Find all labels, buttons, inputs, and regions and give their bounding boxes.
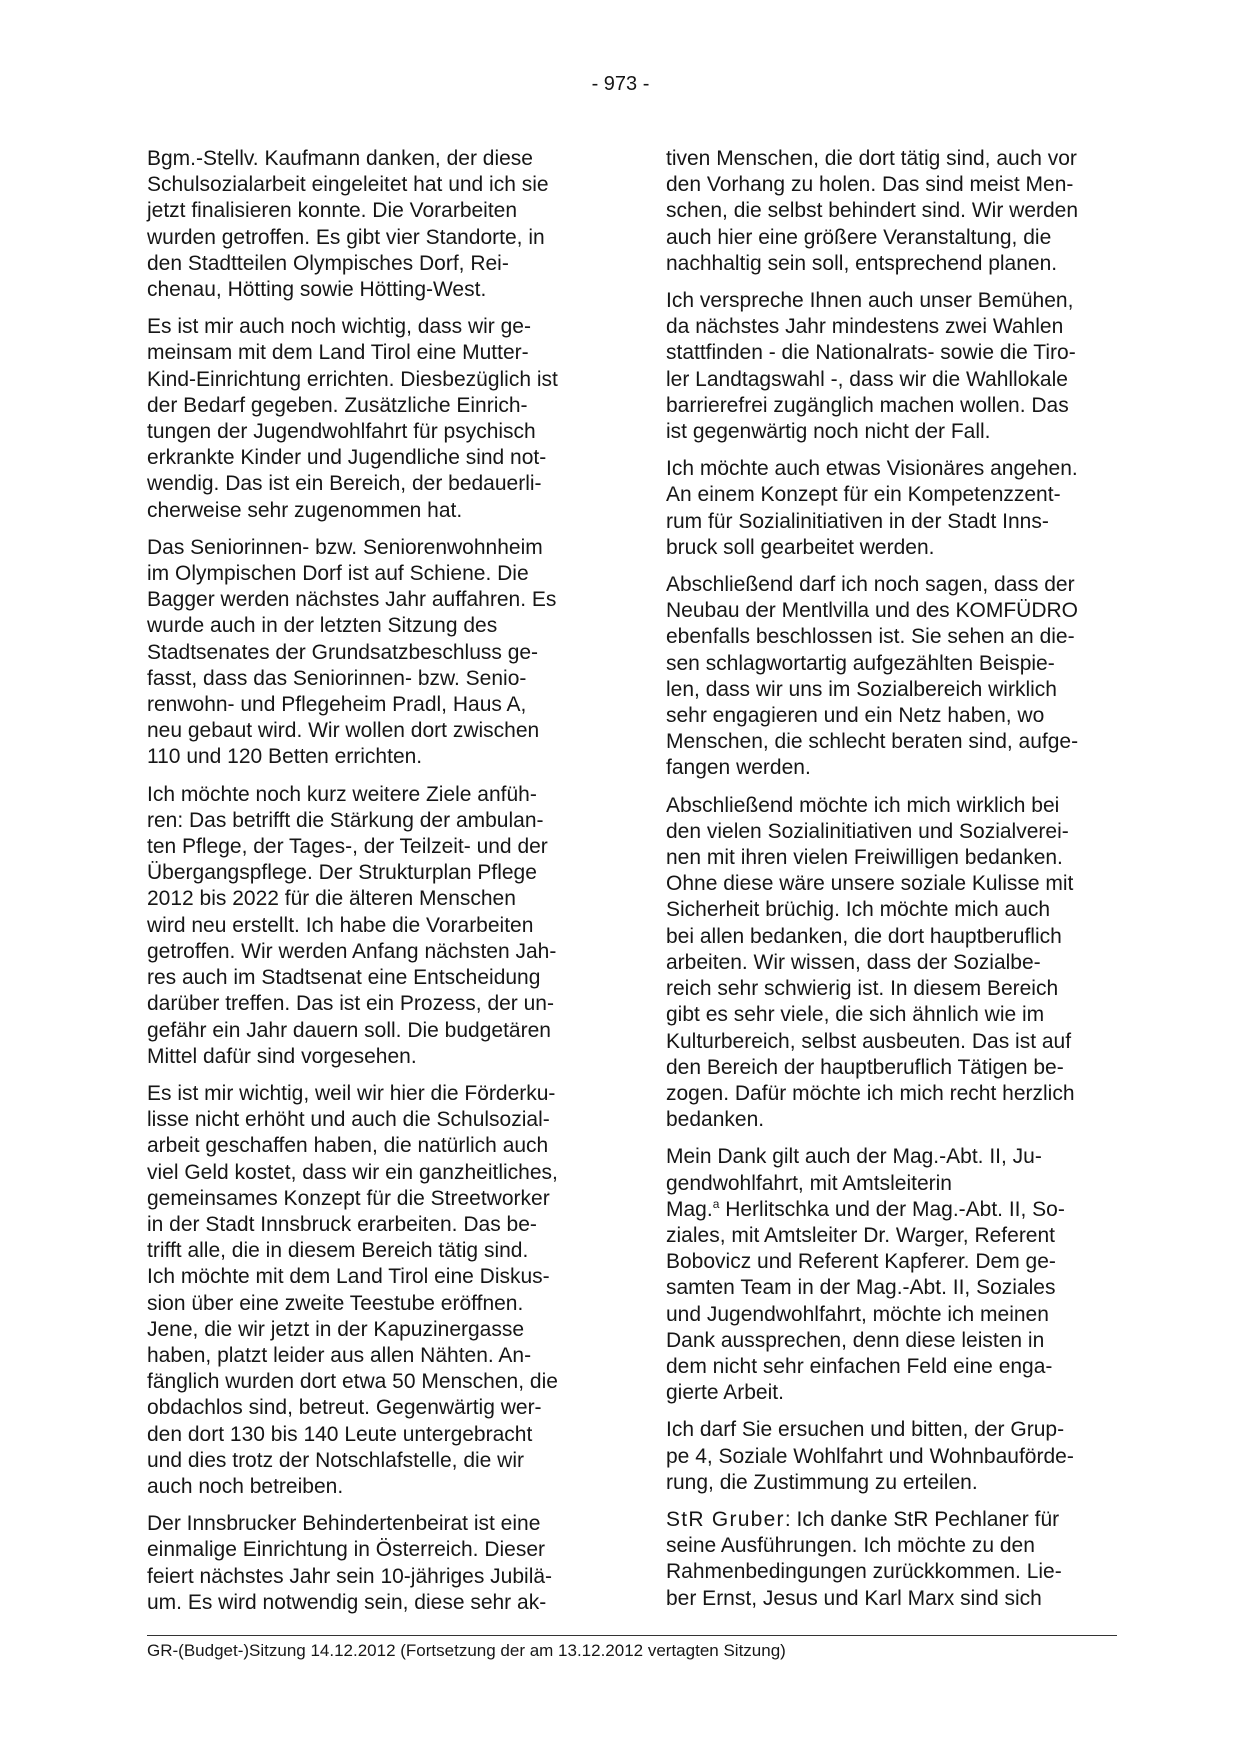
paragraph-speaker-turn — [666, 1507, 1116, 1612]
ordinal-superscript: a — [712, 1196, 720, 1211]
paragraph: tiven Menschen, die dort tätig sind, auch vor den Vorhang zu holen. Das sind meist Men- schen, die selbst behindert sind. Wir werden auch hier eine größere Veranstaltung, die nachhaltig sein soll, entsprechend planen. — [666, 147, 1079, 275]
paragraph-thanks — [666, 1144, 1116, 1406]
paragraph: Abschließend möchte ich mich wirklich bei den vielen Sozialinitiativen und Sozialverei- nen mit ihren vielen Freiwilligen bedanken. Ohne diese wäre unsere soziale Kulisse mit Sicherheit brüchig. Ich möchte mich auch bei allen bedanken, die dort hauptberuflich arbeiten. Wir wissen, dass der Sozialbe- reich sehr schwierig ist. In diesem Bereich gibt es sehr viele, die sich ähnlich wie im Kulturbereich, selbst ausbeuten. Das ist auf den Bereich der hauptberuflich Tätigen be- zogen. Dafür möchte ich mich recht herzlich bedanken. — [666, 793, 1075, 1132]
paragraph-text: : Ich danke StR Pechlaner für seine Ausführungen. Ich möchte zu den Rahmenbedingungen zurückkommen. Lie- ber Ernst, Jesus und Karl Marx sind sich — [666, 1507, 1062, 1610]
paragraph: Abschließend darf ich noch sagen, dass der Neubau der Mentlvilla und des KOMFÜDRO ebenfalls beschlossen ist. Sie sehen an die- sen schlagwortartig aufgezählten Beispie- len, dass wir uns im Sozialbereich wirklich sehr engagieren und ein Netz haben, wo Menschen, die schlecht beraten sind, aufge- fangen werden. — [666, 573, 1079, 780]
paragraph: Ich darf Sie ersuchen und bitten, der Grup- pe 4, Soziale Wohlfahrt und Wohnbauförde- rung, die Zustimmung zu erteilen. — [666, 1418, 1074, 1494]
paragraph: Der Innsbrucker Behindertenbeirat ist eine einmalige Einrichtung in Österreich. Dieser feiert nächstes Jahr sein 10-jähriges Jubilä- um. Es wird notwendig sein, diese sehr ak- — [147, 1512, 553, 1614]
paragraph: Ich möchte noch kurz weitere Ziele anfüh- ren: Das betrifft die Stärkung der ambulan- ten Pflege, der Tages-, der Teilzeit- und der Übergangspflege. Der Strukturplan Pflege 2012 bis 2022 für die älteren Menschen wird neu erstellt. Ich habe die Vorarbeiten getroffen. Wir werden Anfang nächsten Jah- res auch im Stadtsenat eine Entscheidung darüber treffen. Das ist ein Prozess, der un- gefähr ein Jahr dauern soll. Die budgetären Mittel dafür sind vorgesehen. — [147, 782, 557, 1068]
page-number: - 973 - — [591, 73, 650, 95]
footer-divider — [147, 1635, 1117, 1636]
paragraph-text: Mein Dank gilt auch der Mag.-Abt. II, Ju- gendwohlfahrt, mit Amtsleiterin Mag. — [666, 1145, 1042, 1221]
left-text-column — [147, 146, 597, 1616]
right-text-column — [666, 146, 1116, 1612]
paragraph: Es ist mir auch noch wichtig, dass wir ge- meinsam mit dem Land Tirol eine Mutter- Kind-Einrichtung errichten. Diesbezüglich ist der Bedarf gegeben. Zusätzliche Einrich- tungen der Jugendwohlfahrt für psychisch erkrankte Kinder und Jugendliche sind not- wendig. Das ist ein Bereich, der bedauerli- cherweise sehr zugenommen hat. — [147, 315, 558, 522]
speaker-name: StR Gruber — [666, 1507, 785, 1531]
paragraph-text: Herlitschka und der Mag.-Abt. II, So- ziales, mit Amtsleiter Dr. Warger, Referent Bobovicz und Referent Kapferer. Dem ge- samten Team in der Mag.-Abt. II, Soziales und Jugendwohlfahrt, möchte ich meinen Dank aussprechen, denn diese leisten in dem nicht sehr einfachen Feld eine enga- gierte Arbeit. — [666, 1197, 1065, 1405]
paragraph: Ich möchte auch etwas Visionäres angehen. An einem Konzept für ein Kompetenzzent- rum für Sozialinitiativen in der Stadt Inns- bruck soll gearbeitet werden. — [666, 457, 1078, 559]
footer-session-info: GR-(Budget-)Sitzung 14.12.2012 (Fortsetzung der am 13.12.2012 vertagten Sitzung) — [147, 1641, 786, 1660]
paragraph: Das Seniorinnen- bzw. Seniorenwohnheim im Olympischen Dorf ist auf Schiene. Die Bagger werden nächstes Jahr auffahren. Es wurde auch in der letzten Sitzung des Stadtsenates der Grundsatzbeschluss ge- fasst, dass das Seniorinnen- bzw. Senio- renwohn- und Pflegeheim Pradl, Haus A, neu gebaut wird. Wir wollen dort zwischen 110 und 120 Betten errichten. — [147, 535, 557, 769]
paragraph: Bgm.-Stellv. Kaufmann danken, der diese Schulsozialarbeit eingeleitet hat und ich sie jetzt finalisieren konnte. Die Vorarbeiten wurden getroffen. Es gibt vier Standorte, in den Stadtteilen Olympisches Dorf, Rei- chenau, Hötting sowie Hötting-West. — [147, 147, 549, 302]
paragraph: Ich verspreche Ihnen auch unser Bemühen, da nächstes Jahr mindestens zwei Wahlen stattfinden - die Nationalrats- sowie die Tiro- ler Landtagswahl -, dass wir die Wahllokale barrierefrei zugänglich machen wollen. Das ist gegenwärtig noch nicht der Fall. — [666, 289, 1076, 444]
paragraph: Es ist mir wichtig, weil wir hier die Förderku- lisse nicht erhöht und auch die Schulsozial- arbeit geschaffen haben, die natürlich auch viel Geld kostet, dass wir ein ganzheitliches, gemeinsames Konzept für die Streetworker in der Stadt Innsbruck erarbeiten. Das be- trifft alle, die in diesem Bereich tätig sind. Ich möchte mit dem Land Tirol eine Diskus- sion über eine zweite Teestube eröffnen. Jene, die wir jetzt in der Kapuzinergasse haben, platzt leider aus allen Nähten. An- fänglich wurden dort etwa 50 Menschen, die obdachlos sind, betreut. Gegenwärtig wer- den dort 130 bis 140 Leute untergebracht und dies trotz der Notschlafstelle, die wir auch noch betreiben. — [147, 1081, 558, 1498]
